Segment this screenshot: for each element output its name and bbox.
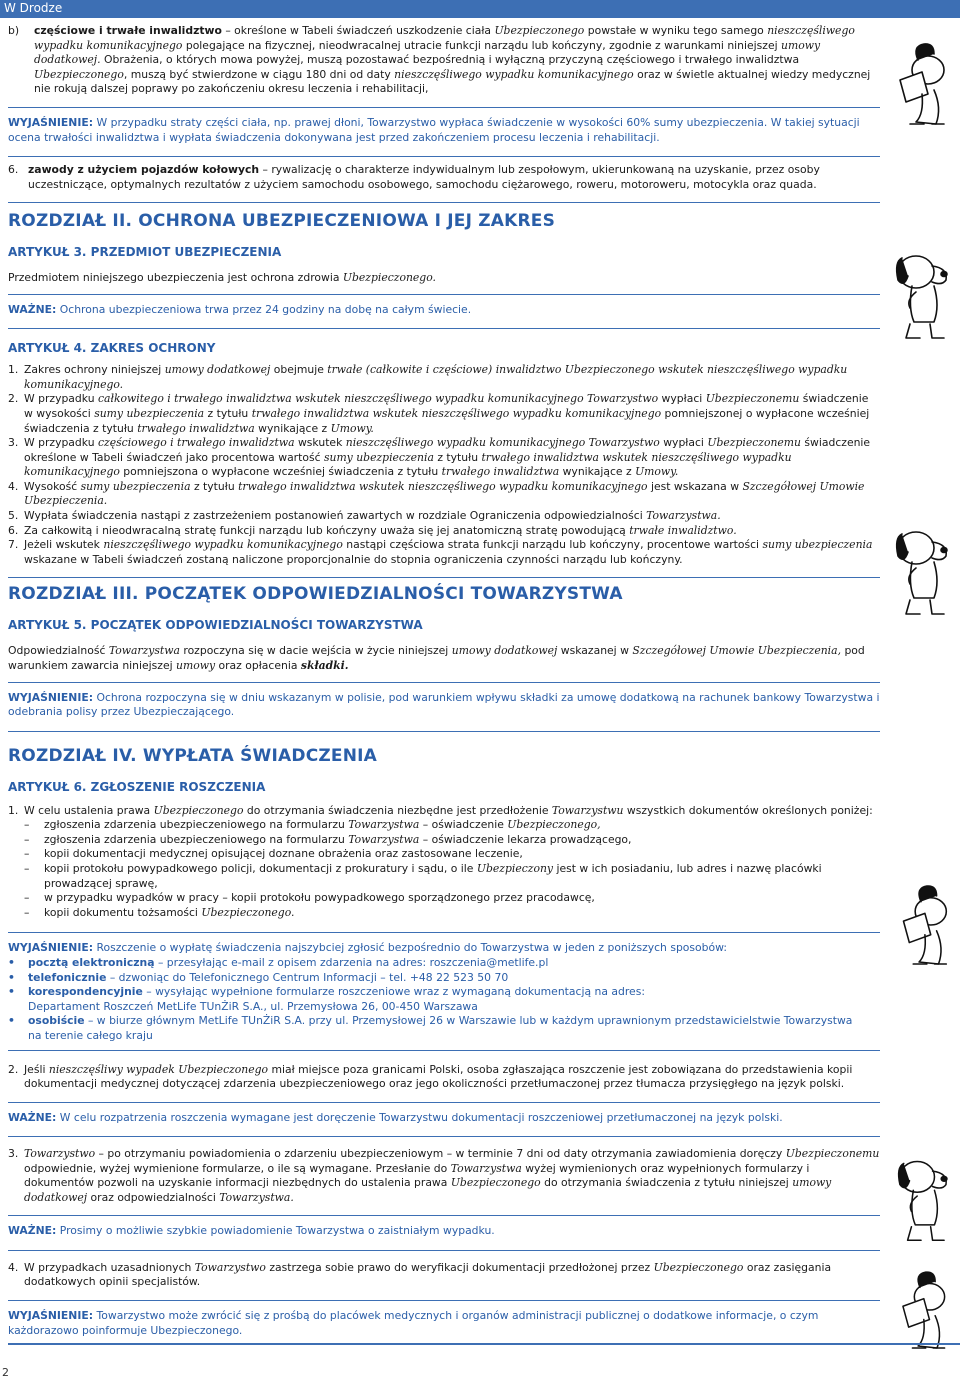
snoopy-standing-icon bbox=[886, 520, 956, 620]
list-item: 1. Zakres ochrony niniejszej umowy dodatkowej obejmuje trwałe (całkowite i częściowe) inwalidztwo Ubezpieczonego wskutek nieszczęśliwego wypadku komunikacyjnego. bbox=[8, 363, 848, 391]
item-6: 6. zawody z użyciem pojazdów kołowych – rywalizację o charakterze indywidualnym lub zespołowym, ukierunkowaną na uzyskanie, przez osoby uczestniczące, optymalnych rezultatów z użyciem samochodu osobowego, samochodu ciężarowego, roweru, motoroweru, motocykla oraz quada. bbox=[8, 162, 820, 191]
divider bbox=[8, 1102, 880, 1103]
footer-bar bbox=[8, 1343, 960, 1345]
divider bbox=[8, 156, 880, 157]
dash-item: – w przypadku wypadków w pracy – kopii protokołu powypadkowego sporządzonego przez pracodawcę, bbox=[24, 891, 595, 905]
list-item: 4. Wysokość sumy ubezpieczenia z tytułu trwałego inwalidztwa wskutek nieszczęśliwego wypadku komunikacyjnego jest wskazana w Szczegółowej Umowie Ubezpieczenia. bbox=[8, 479, 865, 508]
article-4-title: ARTYKUŁ 4. ZAKRES OCHRONY bbox=[8, 341, 216, 356]
divider bbox=[8, 1300, 880, 1301]
snoopy-standing-icon bbox=[886, 244, 956, 344]
dash-item: – zgłoszenia zdarzenia ubezpieczeniowego na formularzu Towarzystwa – oświadczenie lekarza prowadzącego, bbox=[24, 832, 632, 846]
article-3-text: Przedmiotem niniejszego ubezpieczenia jest ochrona zdrowia Ubezpieczonego. bbox=[8, 271, 436, 285]
divider bbox=[8, 294, 880, 295]
snoopy-reading-icon bbox=[884, 880, 958, 972]
contact-mail: • korespondencyjnie – wysyłając wypełnione formularze roszczeniowe wraz z wymaganą dokumentacją na adres: Departament Roszczeń MetLife TUnŻiR S.A., ul. Przemysłowa 26, 00-450 Warszawa bbox=[8, 985, 645, 1013]
page-number: 2 bbox=[2, 1366, 9, 1379]
divider bbox=[8, 682, 880, 683]
dash-item: – kopii dokumentu tożsamości Ubezpieczonego. bbox=[24, 905, 295, 919]
header-bar bbox=[0, 0, 960, 18]
dash-item: – zgłoszenia zdarzenia ubezpieczeniowego na formularzu Towarzystwa – oświadczenie Ubezpieczonego, bbox=[24, 818, 601, 832]
dash-item: – kopii protokołu powypadkowego policji, dokumentacji z prokuratury i sądu, o ile Ubezpieczony jest w ich posiadaniu, lub adres i nazwę placówki prowadzącej sprawę, bbox=[24, 861, 822, 890]
list-item: 3. W przypadku częściowego i trwałego inwalidztwa wskutek nieszczęśliwego wypadku komunikacyjnego Towarzystwo wypłaci Ubezpieczonemu świadczenie określone w Tabeli świadczeń jako procentowa wartość sumy ubezpieczenia z tytułu trwałego inwalidztwa wskutek nieszczęśliwego wypadku komunikacyjnego pomniejszona o wypłacone wcześniej świadczenia z tytułu trwałego inwalidztwa wynikające z Umowy. bbox=[8, 436, 871, 479]
divider bbox=[8, 1136, 880, 1137]
contact-in-person: • osobiście – w biurze głównym MetLife TUnŻiR S.A. przy ul. Przemysłowej 26 w Warszawie lub w każdym uprawnionym przedstawicielstwie Towarzystwa na terenie całego kraju bbox=[8, 1014, 853, 1042]
header-title: W Drodze bbox=[4, 1, 63, 15]
note-ochrona-start: WYJAŚNIENIE: Ochrona rozpoczyna się w dniu wskazanym w polisie, pod warunkiem wpływu składki za umowę dodatkową na rachunek bankowy Towarzystwa i odebrania polisy przez Ubezpieczającego. bbox=[8, 690, 880, 719]
divider bbox=[8, 577, 880, 578]
item-b bbox=[8, 24, 880, 97]
list-item: 5. Wypłata świadczenia nastąpi z zastrzeżeniem postanowień zawartych w rozdziale Ograniczenia odpowiedzialności Towarzystwa. bbox=[8, 509, 721, 523]
divider bbox=[8, 202, 880, 203]
divider bbox=[8, 1250, 880, 1251]
article-3-title: ARTYKUŁ 3. PRZEDMIOT UBEZPIECZENIA bbox=[8, 245, 282, 260]
divider bbox=[8, 731, 880, 732]
contact-email: • pocztą elektroniczną – przesyłając e-mail z opisem zdarzenia na adres: roszczenia@metlife.pl bbox=[8, 955, 549, 969]
list-item: 4. W przypadkach uzasadnionych Towarzystwo zastrzega sobie prawo do weryfikacji dokumentacji przedłożonej przez Ubezpieczonego oraz zasięgania dodatkowych opinii specjalistów. bbox=[8, 1260, 832, 1289]
list-item: 1. W celu ustalenia prawa Ubezpieczonego do otrzymania świadczenia niezbędne jest przedłożenie Towarzystwu wszystkich dokumentów określonych poniżej: bbox=[8, 803, 873, 817]
chapter-4-title: ROZDZIAŁ IV. WYPŁATA ŚWIADCZENIA bbox=[8, 745, 378, 766]
divider bbox=[8, 107, 880, 108]
list-item: 6. Za całkowitą i nieodwracalną stratę funkcji narządu lub kończyny uważa się jej anatomiczną stratę powodującą trwałe inwalidztwo. bbox=[8, 523, 737, 537]
list-item: 2. Jeśli nieszczęśliwy wypadek Ubezpieczonego miał miejsce poza granicami Polski, osoba zgłaszająca roszczenie jest zobowiązana do przedstawienia kopii dokumentacji medycznej dotyczącej zdarzenia ubezpieczeniowego oraz jego okoliczności przetłumaczonej przez tłumacza przysięgłego na język polski. bbox=[8, 1062, 853, 1091]
list-item: 3. Towarzystwo – po otrzymaniu powiadomienia o zdarzeniu ubezpieczeniowym – w terminie 7 dni od daty otrzymania zawiadomienia doręczy Ubezpieczonemu odpowiednie, wyżej wymienione formularze, o ile są wymagane. Przesłanie do Towarzystwa wyżej wymienionych oraz wypełnionych formularzy i dokumentów pozwoli na uzyskanie informacji niezbędnych do ustalenia prawa Ubezpieczonego do otrzymania świadczenia z tytułu niniejszej umowy dodatkowej oraz odpowiedzialności Towarzystwa. bbox=[8, 1147, 880, 1204]
note-straty: WYJAŚNIENIE: W przypadku straty części ciała, np. prawej dłoni, Towarzystwo wypłaca świadczenie w wysokości 60% sumy ubezpieczenia. W takiej sytuacji ocena trwałości inwalidztwa i wypłata świadczenia dokonywana jest przed zakończeniem procesu leczenia i rehabilitacji. bbox=[8, 115, 860, 144]
note-weryfikacja: WYJAŚNIENIE: Towarzystwo może zwrócić się z prośbą do placówek medycznych i organów administracji publicznej o dodatkowe informacje, o czym każdorazowo poinformuje Ubezpieczonego. bbox=[8, 1309, 819, 1337]
article-5-title: ARTYKUŁ 5. POCZĄTEK ODPOWIEDZIALNOŚCI TOWARZYSTWA bbox=[8, 618, 423, 633]
divider bbox=[8, 1215, 880, 1216]
divider bbox=[8, 932, 880, 933]
snoopy-reading-icon bbox=[884, 1268, 956, 1354]
article-4-list bbox=[8, 363, 880, 567]
note-tlumaczenie: WAŻNE: W celu rozpatrzenia roszczenia wymagane jest doręczenie Towarzystwu dokumentacji roszczeniowej przetłumaczonej na język polski. bbox=[8, 1110, 783, 1124]
dash-item: – kopii dokumentacji medycznej opisującej doznane obrażenia oraz zastosowane leczenie, bbox=[24, 847, 523, 861]
chapter-2-title: ROZDZIAŁ II. OCHRONA UBEZPIECZENIOWA I JEJ ZAKRES bbox=[8, 211, 556, 232]
snoopy-standing-icon bbox=[888, 1150, 956, 1246]
divider bbox=[8, 1050, 880, 1051]
note-powiadomienie: WAŻNE: Prosimy o możliwie szybkie powiadomienie Towarzystwa o zaistniałym wypadku. bbox=[8, 1224, 495, 1238]
snoopy-reading-icon bbox=[880, 40, 956, 130]
note-zgloszenie: WYJAŚNIENIE: Roszczenie o wypłatę świadczenia najszybciej zgłosić bezpośrednio do Towarzystwa w jeden z poniższych sposobów: • pocztą elektroniczną – przesyłając e-mail z opisem zdarzenia na adres: roszczenia@metlife.pl • telefonicznie – dzwoniąc do Telefonicznego Centrum Informacji – tel. +48 22 523 50 70 • korespondencyjnie – wysyłając wypełnione formularze roszczeniowe wraz z wymaganą dokumentacją na adres: Departament Roszczeń MetLife TUnŻiR S.A., ul. Przemysłowa 26, 00-450 Warszawa • osobiście – w biurze głównym MetLife TUnŻiR S.A. przy ul. Przemysłowej 26 w Warszawie lub w każdym uprawnionym przedstawicielstwie Towarzystwa na terenie całego kraju bbox=[8, 941, 880, 1043]
article-6-title: ARTYKUŁ 6. ZGŁOSZENIE ROSZCZENIA bbox=[8, 779, 266, 794]
chapter-3-title: ROZDZIAŁ III. POCZĄTEK ODPOWIEDZIALNOŚCI TOWARZYSTWA bbox=[8, 584, 623, 605]
divider bbox=[8, 328, 880, 329]
page-content bbox=[8, 24, 880, 1349]
list-item: 7. Jeżeli wskutek nieszczęśliwego wypadku komunikacyjnego nastąpi częściowa strata funkcji narządu lub kończyny, procentowe wartości sumy ubezpieczenia wskazane w Tabeli świadczeń zostaną naliczone proporcjonalnie do stopnia ograniczenia czynności narządu lub kończyny. bbox=[8, 538, 873, 566]
article-5-text: Odpowiedzialność Towarzystwa rozpoczyna się w dacie wejścia w życie niniejszej umowy dodatkowej wskazanej w Szczegółowej Umowie Ubezpieczenia, pod warunkiem zawarcia niniejszej umowy oraz opłacenia składki. bbox=[8, 644, 865, 673]
list-item: 2. W przypadku całkowitego i trwałego inwalidztwa wskutek nieszczęśliwego wypadku komunikacyjnego Towarzystwo wypłaci Ubezpieczonemu świadczenie w wysokości sumy ubezpieczenia z tytułu trwałego inwalidztwa wskutek nieszczęśliwego wypadku komunikacyjnego pomniejszonej o wypłacone wcześniej świadczenia z tytułu trwałego inwalidztwa wynikające z Umowy. bbox=[8, 392, 870, 435]
item-b-text: częściowe i trwałe inwalidztwo – określone w Tabeli świadczeń uszkodzenie ciała Ubezpieczonego powstałe w wyniku tego samego nieszczęśliwego wypadku komunikacyjnego polegające na fizycznej, nieodwracalnej utracie funkcji narządu lub kończyny, zgodnie z warunkami niniejszej umowy dodatkowej. Obrażenia, o których mowa powyżej, muszą pozostawać bezpośrednią i wyłączną przyczyną częściowego i trwałego inwalidztwa Ubezpieczonego, muszą być stwierdzone w ciągu 180 dni od daty nieszczęśliwego wypadku komunikacyjnego oraz w świetle aktualnej wiedzy medycznej nie rokują dalszej poprawy po zakończeniu okresu leczenia i rehabilitacji, bbox=[34, 24, 871, 96]
note-ochrona: WAŻNE: Ochrona ubezpieczeniowa trwa przez 24 godziny na dobę na całym świecie. bbox=[8, 302, 472, 316]
item-b-label: b) bbox=[8, 24, 20, 37]
contact-phone: • telefonicznie – dzwoniąc do Telefonicznego Centrum Informacji – tel. +48 22 523 50 70 bbox=[8, 970, 509, 984]
